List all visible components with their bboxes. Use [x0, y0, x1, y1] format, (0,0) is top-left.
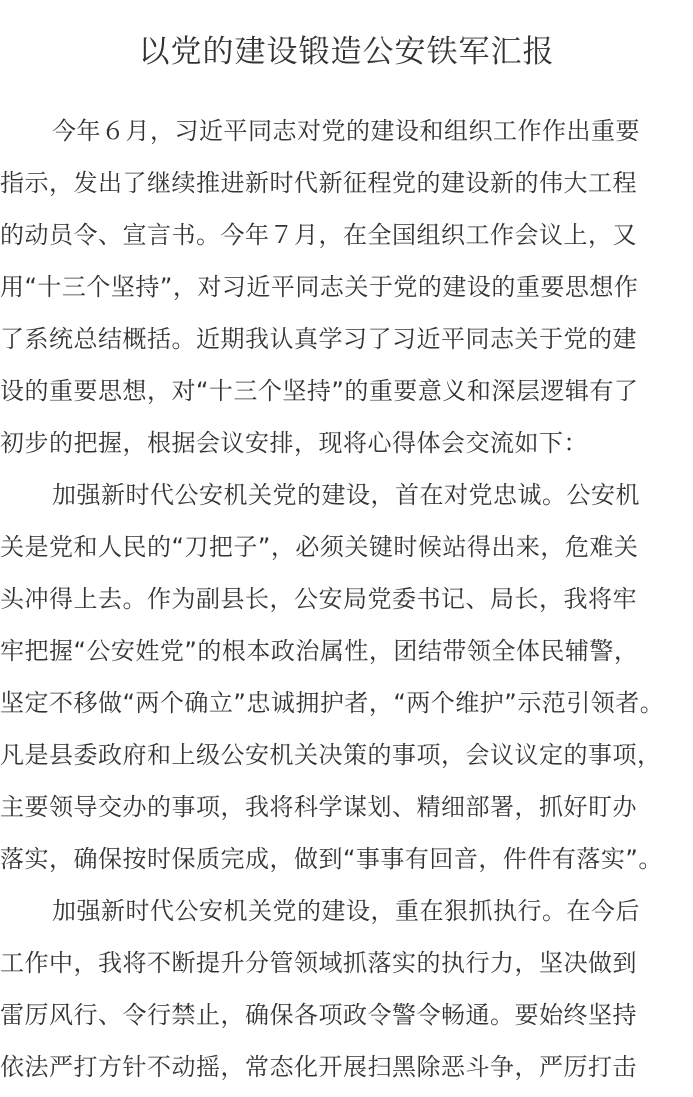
text-line: 设的重要思想，对“十三个坚持”的重要意义和深层逻辑有了 [0, 377, 639, 405]
text-line: 凡是县委政府和上级公安机关决策的事项，会议议定的事项， [0, 741, 662, 769]
text-line: 加强新时代公安机关党的建设，首在对党忠诚。公安机 [52, 481, 640, 509]
document-body [0, 105, 693, 1093]
text-line: 用“十三个坚持”，对习近平同志关于党的建设的重要思想作 [0, 273, 639, 301]
text-line: 加强新时代公安机关党的建设，重在狠抓执行。在今后 [52, 897, 640, 925]
text-line: 牢把握“公安姓党”的根本政治属性，团结带领全体民辅警， [0, 637, 639, 665]
text-line: 主要领导交办的事项，我将科学谋划、精细部署，抓好盯办 [0, 793, 637, 821]
text-line: 今年６月，习近平同志对党的建设和组织工作作出重要 [52, 117, 640, 145]
text-line: 雷厉风行、令行禁止，确保各项政令警令畅通。要始终坚持 [0, 1001, 637, 1029]
text-line: 初步的把握，根据会议安排，现将心得体会交流如下： [0, 429, 588, 457]
text-line: 的动员令、宣言书。今年７月，在全国组织工作会议上，又 [0, 221, 637, 249]
text-line: 头冲得上去。作为副县长，公安局党委书记、局长，我将牢 [0, 585, 637, 613]
text-line: 依法严打方针不动摇，常态化开展扫黑除恶斗争，严厉打击 [0, 1053, 637, 1081]
text-line: 落实，确保按时保质完成，做到“事事有回音，件件有落实”。 [0, 845, 663, 873]
text-line: 工作中，我将不断提升分管领域抓落实的执行力，坚决做到 [0, 949, 637, 977]
text-line: 坚定不移做“两个确立”忠诚拥护者，“两个维护”示范引领者。 [0, 689, 665, 717]
text-line: 关是党和人民的“刀把子”，必须关键时候站得出来，危难关 [0, 533, 639, 561]
document-title: 以党的建设锻造公安铁军汇报 [138, 34, 555, 70]
text-line: 了系统总结概括。近期我认真学习了习近平同志关于党的建 [0, 325, 637, 353]
text-line: 指示，发出了继续推进新时代新征程党的建设新的伟大工程 [0, 169, 637, 197]
